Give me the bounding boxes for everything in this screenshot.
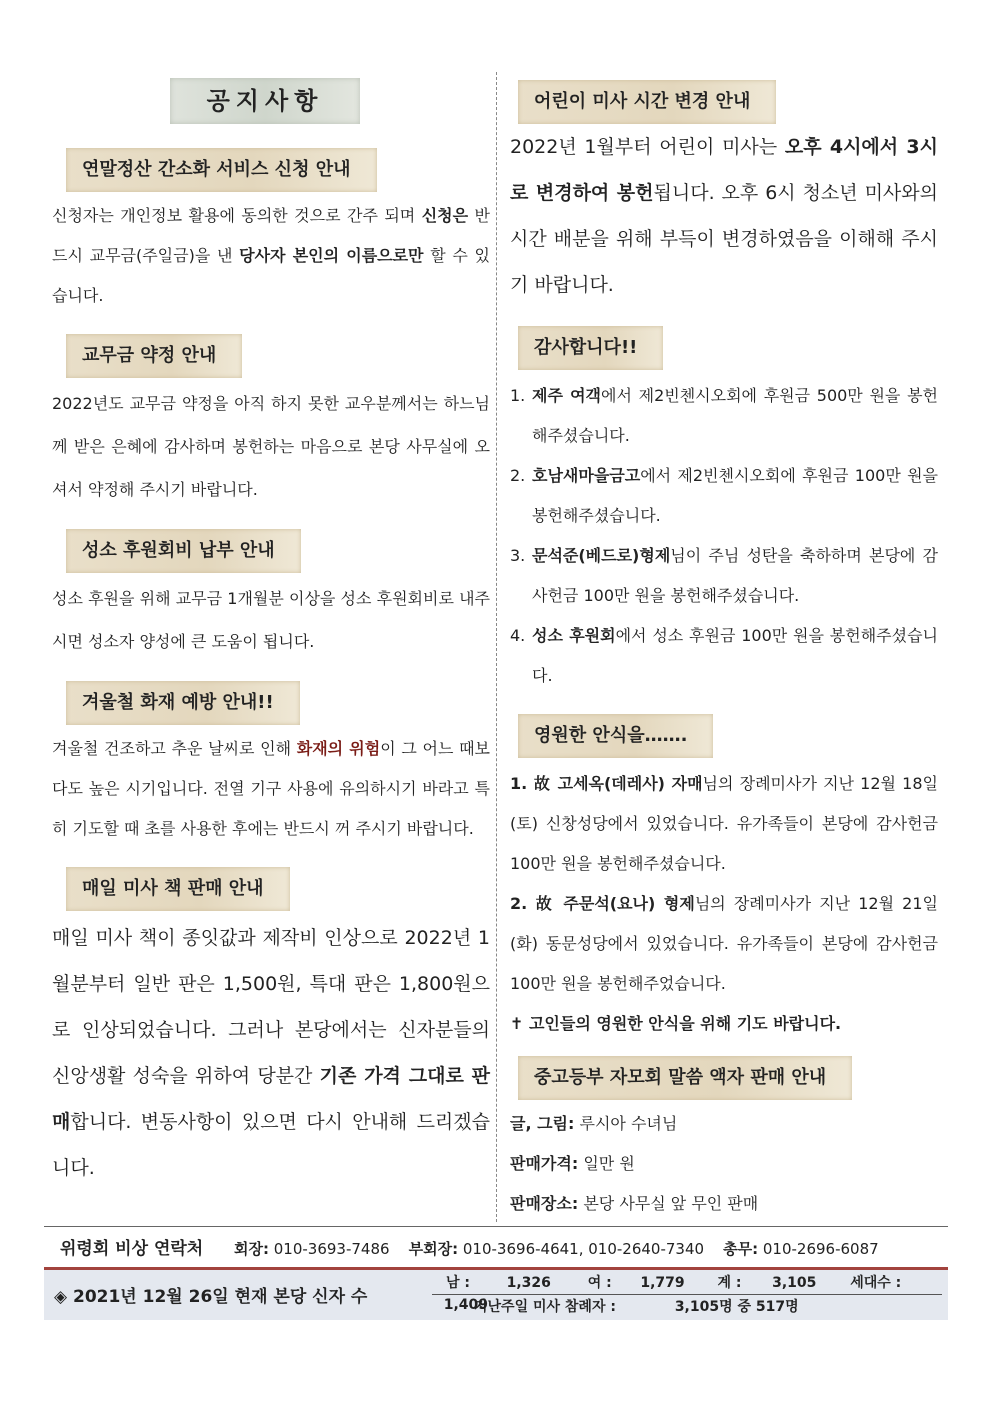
info-line: 글, 그림: 루시아 수녀님 <box>510 1114 678 1133</box>
list-item: 2. 故 주문석(요나) 형제님의 장례미사가 지난 12월 21일(화) 동문성당에서 있었습니다. 유가족들이 본당에 감사헌금 100만 원을 봉헌해주었습니다. <box>510 894 938 993</box>
section-body: 2022년 1월부터 어린이 미사는 오후 4시에서 3시로 변경하여 봉헌됩니다. 오후 6시 청소년 미사와의 시간 배분을 위해 부득이 변경하였음을 이해해 주시기 바랍니다. <box>510 136 939 296</box>
section-body: 신청자는 개인정보 활용에 동의한 것으로 간주 되며 신청은 반드시 교무금(주일금)을 낸 당사자 본인의 이름으로만 할 수 있습니다. <box>52 206 490 305</box>
section-thanks <box>510 326 938 696</box>
stats-attendance: 지난주일 미사 참례자 : 3,105명 중 517명 <box>474 1299 799 1315</box>
section-title: 겨울철 화재 예방 안내!! <box>66 681 300 725</box>
stats-counts: 남 : 1,326 여 : 1,779 계 : 3,105 세대수 : 1,409 <box>432 1272 942 1295</box>
thanks-list <box>510 376 938 696</box>
page-title: 공지사항 <box>170 78 360 124</box>
section-children-mass <box>510 80 938 308</box>
section-pledge <box>52 334 490 511</box>
section-title: 어린이 미사 시간 변경 안내 <box>518 80 776 124</box>
section-vocation <box>52 529 490 663</box>
right-column <box>510 80 938 1224</box>
list-item: 4. 성소 후원회에서 성소 후원금 100만 원을 봉헌해주셨습니다. <box>510 626 938 685</box>
section-title: 교무금 약정 안내 <box>66 334 242 378</box>
section-fire <box>52 681 490 849</box>
list-item: 2. 호남새마을금고에서 제2빈첸시오회에 후원금 100만 원을 봉헌해주셨습니다. <box>510 466 938 525</box>
list-item: 1. 故 고세옥(데레사) 자매님의 장례미사가 지난 12월 18일(토) 신창성당에서 있었습니다. 유가족들이 본당에 감사헌금 100만 원을 봉헌해주셨습니다. <box>510 774 938 873</box>
section-body: 2022년도 교무금 약정을 아직 하지 못한 교우분께서는 하느님께 받은 은혜에 감사하며 봉헌하는 마음으로 본당 사무실에 오셔서 약정해 주시기 바랍니다. <box>52 394 490 499</box>
contacts-title: 위령회 비상 연락처 <box>60 1239 204 1259</box>
section-body: 겨울철 건조하고 추운 날씨로 인해 화재의 위험이 그 어느 때보다도 높은 시기입니다. 전열 기구 사용에 유의하시기 바라고 특히 기도할 때 초를 사용한 후에는 반드시 꺼 주시기 바랍니다. <box>52 739 490 838</box>
left-column <box>52 78 490 1191</box>
info-line: 판매장소: 본당 사무실 앞 무인 판매 <box>510 1194 759 1213</box>
parish-stats <box>44 1267 948 1320</box>
section-tax-service <box>52 148 490 316</box>
section-frames <box>510 1056 938 1224</box>
list-item: 1. 제주 여객에서 제2빈첸시오회에 후원금 500만 원을 봉헌해주셨습니다. <box>510 386 938 445</box>
list-item: 3. 문석준(베드로)형제님이 주님 성탄을 축하하며 본당에 감사헌금 100만 원을 봉헌해주셨습니다. <box>510 546 938 605</box>
section-missal <box>52 867 490 1191</box>
prayer-line: ✝ 고인들의 영원한 안식을 위해 기도 바랍니다. <box>510 1014 842 1033</box>
section-title: 감사합니다!! <box>518 326 663 370</box>
emergency-contacts: 위령회 비상 연락처 회장: 010-3693-7486 부회장: 010-3696-4641, 010-2640-7340 총무: 010-2696-6087 <box>44 1226 948 1267</box>
section-body: 성소 후원을 위해 교무금 1개월분 이상을 성소 후원회비로 내주시면 성소자 양성에 큰 도움이 됩니다. <box>52 589 490 651</box>
stats-title: ◈ 2021년 12월 26일 현재 본당 신자 수 <box>54 1287 368 1307</box>
frames-info <box>510 1104 938 1224</box>
section-body: 매일 미사 책이 종잇값과 제작비 인상으로 2022년 1월분부터 일반 판은 1,500원, 특대 판은 1,800원으로 인상되었습니다. 그러나 본당에서는 신자분들의 신앙생활 성숙을 위하여 당분간 기존 가격 그대로 판매합니다. 변동사항이 있으면 다시 안내해 드리겠습니다. <box>52 927 490 1179</box>
info-line: 판매가격: 일만 원 <box>510 1154 635 1173</box>
section-title: 중고등부 자모회 말씀 액자 판매 안내 <box>518 1056 852 1100</box>
section-title: 연말정산 간소화 서비스 신청 안내 <box>66 148 377 192</box>
column-divider <box>496 72 497 1222</box>
section-title: 영원한 안식을……. <box>518 714 713 758</box>
section-title: 성소 후원회비 납부 안내 <box>66 529 301 573</box>
section-rest-in-peace <box>510 714 938 1044</box>
section-title: 매일 미사 책 판매 안내 <box>66 867 290 911</box>
